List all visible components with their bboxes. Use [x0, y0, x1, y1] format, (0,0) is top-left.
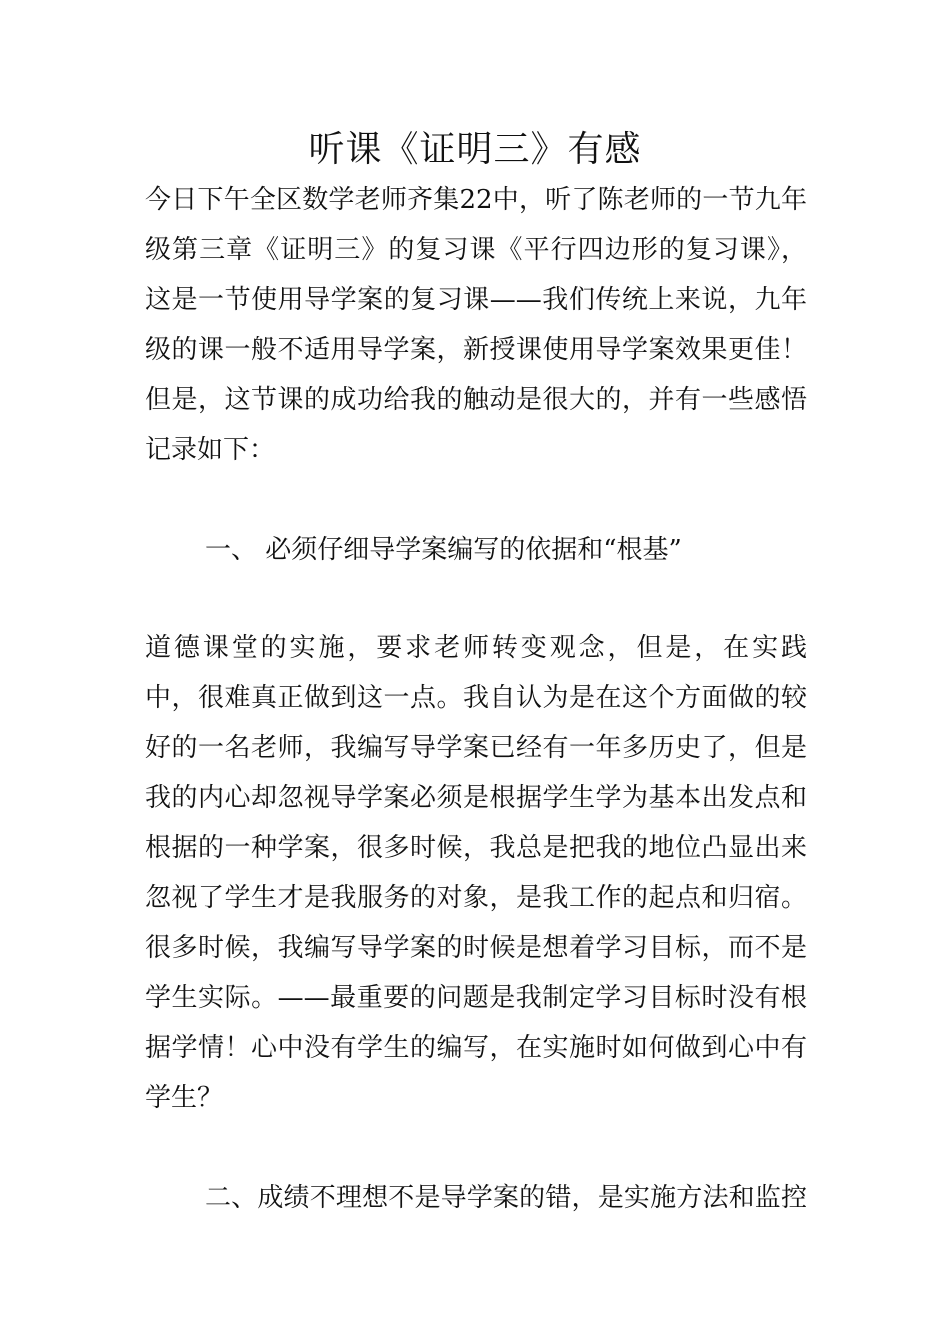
section-1-line: 学生实际。——最重要的问题是我制定学习目标时没有根 — [145, 983, 807, 1013]
document-title: 听课《证明三》有感 — [308, 129, 642, 170]
intro-line: 但是，这节课的成功给我的触动是很大的，并有一些感悟 — [145, 385, 807, 415]
intro-line: 今日下午全区数学老师齐集22中，听了陈老师的一节九年 — [145, 185, 807, 215]
intro-line: 级的课一般不适用导学案，新授课使用导学案效果更佳！ — [145, 335, 807, 365]
section-heading-2: 二、成绩不理想不是导学案的错，是实施方法和监控 — [205, 1183, 807, 1213]
section-1-line: 我的内心却忽视导学案必须是根据学生学为基本出发点和 — [145, 783, 807, 813]
intro-line: 这是一节使用导学案的复习课——我们传统上来说，九年 — [145, 285, 807, 315]
section-1-line: 据学情！心中没有学生的编写，在实施时如何做到心中有 — [145, 1033, 807, 1063]
section-1-line: 好的一名老师，我编写导学案已经有一年多历史了，但是 — [145, 733, 807, 763]
section-1-line: 中，很难真正做到这一点。我自认为是在这个方面做的较 — [145, 683, 807, 713]
section-1-line: 道德课堂的实施，要求老师转变观念，但是，在实践 — [145, 633, 807, 663]
section-1-line: 学生？ — [145, 1083, 224, 1113]
section-1-line: 根据的一种学案，很多时候，我总是把我的地位凸显出来 — [145, 833, 807, 863]
section-1-line: 忽视了学生才是我服务的对象，是我工作的起点和归宿。 — [145, 883, 807, 913]
intro-line: 级第三章《证明三》的复习课《平行四边形的复习课》， — [145, 235, 807, 265]
section-1-line: 很多时候，我编写导学案的时候是想着学习目标，而不是 — [145, 933, 807, 963]
section-heading-1: 一、 必须仔细导学案编写的依据和“根基” — [205, 535, 682, 565]
intro-line: 记录如下： — [145, 435, 276, 465]
